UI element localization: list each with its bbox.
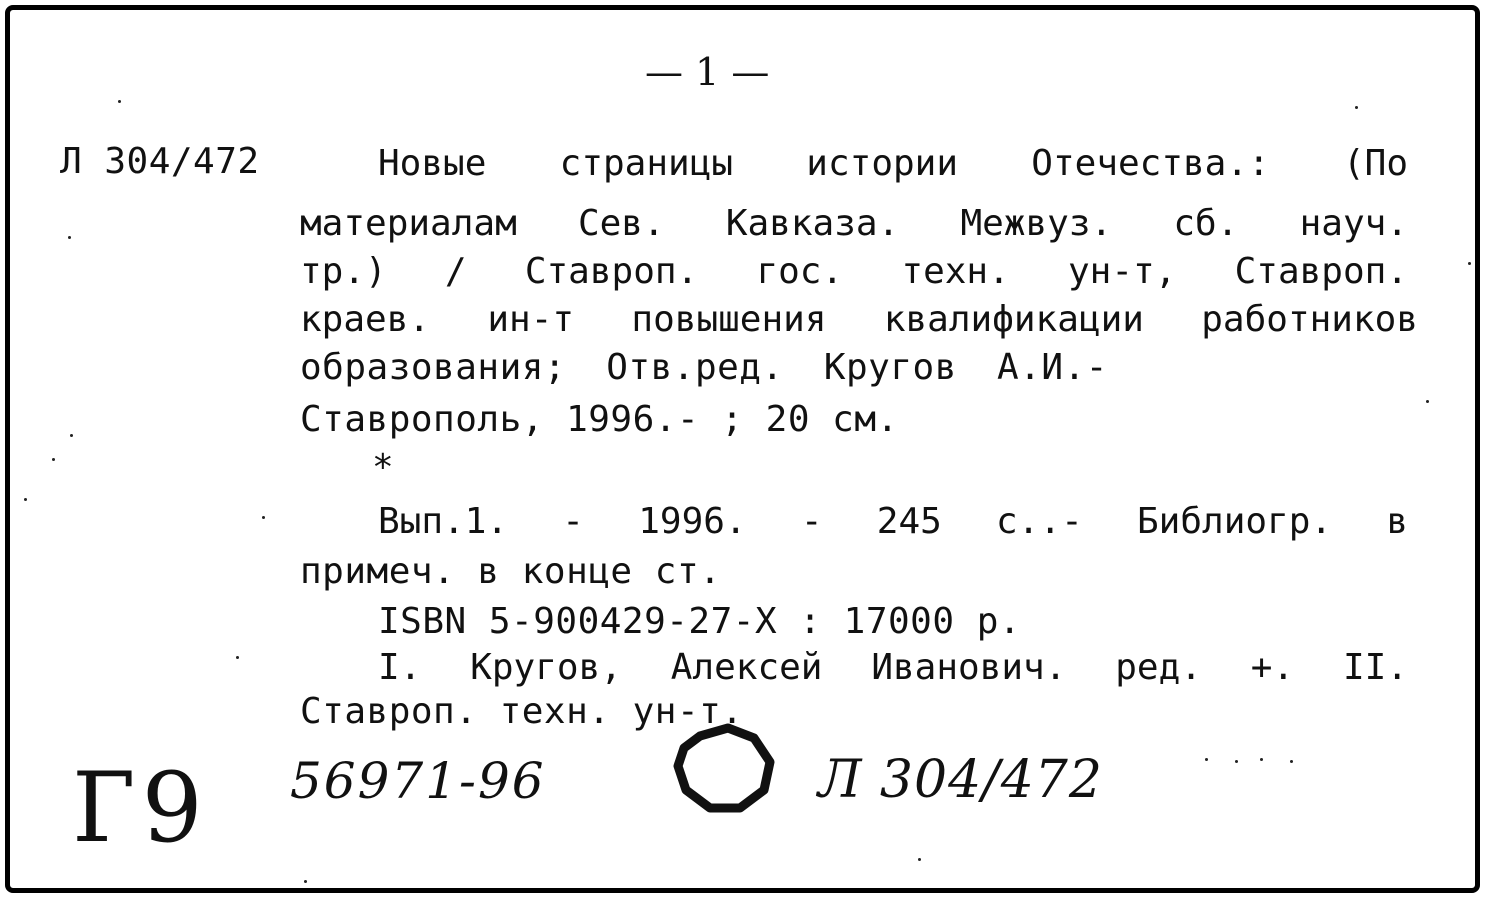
- page-number: — 1 —: [645, 50, 770, 94]
- scan-speck: [1468, 262, 1471, 265]
- handwritten-call-number: Л 304/472: [818, 750, 1103, 810]
- scan-speck: [52, 458, 55, 461]
- scan-speck: [1205, 758, 1208, 761]
- scan-speck: [24, 498, 27, 501]
- scan-speck: [1235, 760, 1238, 763]
- scan-speck: [70, 434, 73, 437]
- call-number: Л 304/472: [60, 141, 260, 182]
- scan-speck: [1426, 400, 1429, 403]
- card-line-3: тр.) / Ставроп. гос. техн. ун-т, Ставроп.: [300, 251, 1408, 292]
- scan-speck: [1355, 106, 1358, 109]
- card-line-tracings-cont: Ставроп. техн. ун-т.: [300, 691, 744, 732]
- card-line-5: образования; Отв.ред. Кругов А.И.-: [300, 347, 1108, 388]
- scan-speck: [1290, 760, 1293, 763]
- scan-speck: [1260, 758, 1263, 761]
- handwritten-classification: Г9: [72, 752, 209, 864]
- card-line-2: материалам Сев. Кавказа. Межвуз. сб. науч.: [300, 203, 1408, 244]
- card-line-6: Ставрополь, 1996.- ; 20 см.: [300, 399, 899, 440]
- card-line-1: Новые страницы истории Отечества.: (По: [378, 143, 1408, 184]
- card-line-volume: Вып.1. - 1996. - 245 с..- Библиогр. в: [378, 501, 1408, 542]
- scan-speck: [262, 516, 265, 519]
- card-line-4: краев. ин-т повышения квалификации работников: [300, 299, 1418, 340]
- scan-speck: [304, 880, 307, 883]
- card-line-isbn: ISBN 5-900429-27-X : 17000 р.: [378, 601, 1022, 642]
- scan-speck: [236, 656, 239, 659]
- card-separator: *: [372, 447, 395, 488]
- scan-speck: [118, 100, 121, 103]
- circle-stamp-icon: [670, 718, 780, 818]
- scan-speck: [918, 858, 921, 861]
- card-line-tracings: I. Кругов, Алексей Иванович. ред. +. II.: [378, 647, 1408, 688]
- card-line-notes: примеч. в конце ст.: [300, 551, 722, 592]
- scan-speck: [68, 236, 71, 239]
- handwritten-accession-number: 56971-96: [290, 752, 546, 810]
